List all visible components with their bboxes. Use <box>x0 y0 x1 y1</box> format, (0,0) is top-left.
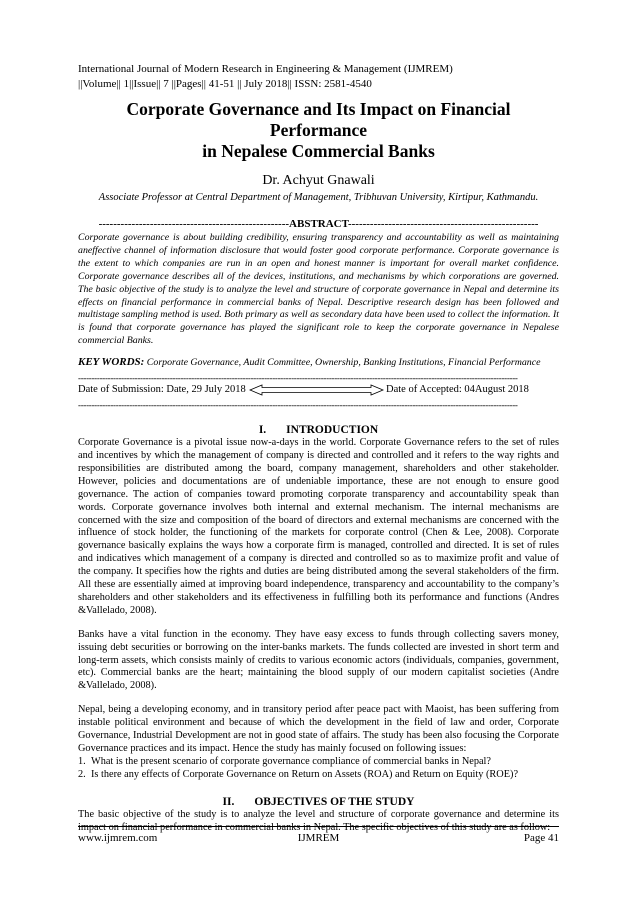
keywords-list: Corporate Governance, Audit Committee, Ownership, Banking Institutions, Financial Performance <box>146 357 541 369</box>
issues-list <box>78 756 559 782</box>
page-content <box>78 62 559 835</box>
intro-paragraph-1: Corporate Governance is a pivotal issue now-a-days in the world. Corporate Governance refers to the set of rules and incentives by which the management of company is directed and controlled and it refers to the way rights and responsibilities are distributed among the board, company management, shareholders and other stakeholder. However, policies and documentations are of undeniable importance, these are not enough to ensure good governance. The action of companies toward promoting corporate transparency and accountability speak than words. Corporate governance involves both internal and external mechanism. The internal mechanisms are concerned with the size and composition of the board of directors and external mechanisms are concerned with the influence of stock holder, the functioning of the markets for corporate control (Chen & Lee, 2008). Corporate governance basically explains the ways how a corporate firm is managed, controlled and directed. It is set of rules and indicatives which management of a company is directed and controlled so as to maximize profit and value of the company. It specifies how the rights and duties are being distributed among the several stakeholders of the firm. All these are essentially aimed at improving board independence, transparency and accountability to the company’s shareholders and other stakeholders and its effectiveness in fulfilling both its performance and functions (Andres &Vallelado, 2008). <box>78 437 559 616</box>
dash-separator-bottom: ------------------------------------------------------------------------------------------------------------------------------------------------------------------- <box>78 400 518 411</box>
section-heading-introduction <box>78 423 559 437</box>
dash-separator-top: ------------------------------------------------------------------------------------------------------------------------------------------------------------------- <box>78 373 518 384</box>
section-title: OBJECTIVES OF THE STUDY <box>254 795 415 808</box>
objectives-paragraph: The basic objective of the study is to analyze the level and structure of corporate governance and determine its impact on financial performance in commercial banks in Nepal. The specific objectives of this study are as follow: <box>78 808 559 833</box>
footer-website: www.ijmrem.com <box>78 832 158 844</box>
section-heading-objectives <box>78 795 559 809</box>
intro-paragraph-2: Banks have a vital function in the economy. They have easy excess to funds through collecting savers money, issuing debt securities or borrowing on the inter-banks markets. The funds collected are invested in short term and long-term assets, which consists mainly of credits to various economic actors (individuals, companies, government, etc). Commercial banks are the heart; maintaining the blood supply of our modern capitalist societies (Andre &Vallelado, 2008). <box>78 628 559 692</box>
page-footer <box>78 826 559 844</box>
abstract-heading-line: ----------------------------------------------------ABSTRACT---------------------------------------------------- <box>98 218 539 230</box>
footer-journal: IJMREM <box>297 832 340 844</box>
double-arrow-icon <box>249 384 384 396</box>
paper-title <box>78 99 559 162</box>
section-number: I. <box>258 424 267 437</box>
journal-name: International Journal of Modern Research in Engineering & Management (IJMREM) <box>78 63 453 75</box>
paper-title-line-2: in Nepalese Commercial Banks <box>202 141 435 161</box>
volume-info: ||Volume|| 1||Issue|| 7 ||Pages|| 41-51 || July 2018|| ISSN: 2581-4540 <box>78 78 372 90</box>
section-title: INTRODUCTION <box>286 424 379 437</box>
keywords-label: KEY WORDS: <box>78 356 145 369</box>
section-number: II. <box>222 795 235 808</box>
author-name: Dr. Achyut Gnawali <box>262 173 375 188</box>
list-item: 1. What is the present scenario of corporate governance compliance of commercial banks in Nepal? <box>78 755 491 767</box>
abstract-heading: ABSTRACT <box>289 218 348 230</box>
list-item: 2. Is there any effects of Corporate Governance on Return on Assets (ROA) and Return on Equity (ROE)? <box>78 768 519 780</box>
keywords <box>78 356 559 370</box>
footer-page-number: Page 41 <box>523 832 559 844</box>
submission-dates <box>78 383 559 397</box>
submission-date: Date of Submission: Date, 29 July 2018 <box>78 384 246 396</box>
accepted-date: Date of Accepted: 04August 2018 <box>386 384 529 396</box>
author-affiliation: Associate Professor at Central Department of Management, Tribhuvan University, Kirtipur, Kathmandu. <box>98 192 539 203</box>
intro-paragraph-3: Nepal, being a developing economy, and in transitory period after peace pact with Maoist, has been suffering from instable political environment and because of which the development in the field of law and order, Corporate Governance, Industrial Development are not in good state of affairs. The study has been also focusing the Corporate Governance practices and its impact. Hence the study has mainly focused on following issues: <box>78 704 559 754</box>
paper-title-line-1: Corporate Governance and Its Impact on Financial Performance <box>126 99 511 140</box>
abstract-text: Corporate governance is about building credibility, ensuring transparency and accountability as well as maintaining aneffective channel of information disclosure that would foster good corporate performance. Corporate governance is the extent to which companies are run in an open and honest manner is important for overall market confidence. Corporate governance describes all of the devices, institutions, and mechanisms by which corporations are governed. The basic objective of the study is to analyze the level and structure of corporate governance in Nepal and determine its effects on financial performance in commercial banks of Nepal. Descriptive research design has been followed and multistage sampling method is used. Both primary as well as secondary data have been used to collect the information. It is found that corporate governance has played the significant role to keep the corporate governance in Nepalese commercial Banks. <box>78 232 559 347</box>
